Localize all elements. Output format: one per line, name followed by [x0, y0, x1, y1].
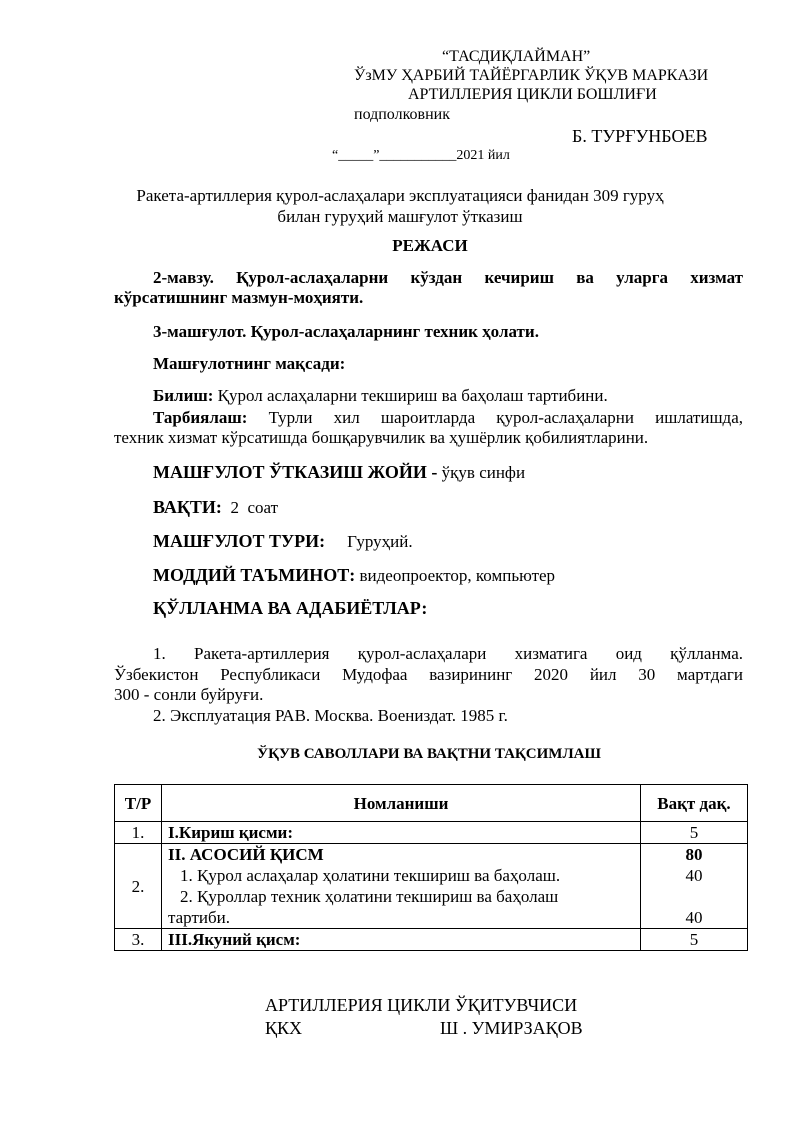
row-subitem-2-time: 40 [685, 908, 703, 927]
material-label: МОДДИЙ ТАЪМИНОТ: [153, 565, 356, 585]
row-time: 5 [641, 929, 748, 951]
plan-title: РЕЖАСИ [392, 236, 468, 255]
row-subitem-1-time: 40 [685, 866, 703, 885]
row-name-cell [162, 844, 641, 929]
approval-rank: подполковник [354, 106, 450, 123]
row-name: III.Якуний қисм: [162, 929, 641, 951]
signature-position: АРТИЛЛЕРИЯ ЦИКЛИ ЎҚИТУВЧИСИ [265, 995, 578, 1015]
row-subitem-2-spacer [647, 886, 741, 907]
literature-item-1-line-3: 300 - сонли буйруғи. [114, 685, 264, 704]
goal-upbringing-text-1: Турли хил шароитларда қурол-аслаҳаларни ишлатишда, [247, 408, 743, 427]
signature-name: Ш . УМИРЗАҚОВ [440, 1018, 583, 1038]
row-num: 2. [115, 844, 162, 929]
row-num: 3. [115, 929, 162, 951]
duration-value: 2 соат [221, 498, 279, 517]
row-time-cell [641, 844, 748, 929]
heading-line-1: Ракета-артиллерия қурол-аслаҳалари эксплуатацияси фанидан 309 гуруҳ [136, 186, 664, 205]
type-label: МАШҒУЛОТ ТУРИ: [153, 531, 326, 551]
approval-title: “ТАСДИҚЛАЙМАН” [442, 48, 591, 65]
row-subitem-2-line-1: 2. Қуроллар техник ҳолатини текшириш ва баҳолаш [180, 887, 559, 906]
table-row [115, 929, 748, 951]
approval-dept: АРТИЛЛЕРИЯ ЦИКЛИ БОШЛИҒИ [408, 86, 657, 103]
row-num: 1. [115, 822, 162, 844]
schedule-title: ЎҚУВ САВОЛЛАРИ ВА ВАҚТНИ ТАҚСИМЛАШ [257, 746, 601, 762]
place-value: ўқув синфи [437, 463, 526, 482]
literature-header: ҚЎЛЛАНМА ВА АДАБИЁТЛАР: [153, 598, 428, 618]
goal-upbringing [153, 407, 743, 428]
duration-line [153, 497, 278, 518]
type-line [153, 531, 413, 552]
literature-item-2: 2. Эксплуатация РАВ. Москва. Воениздат. 1985 г. [153, 706, 508, 725]
row-name: I.Кириш қисми: [162, 822, 641, 844]
row-name: II. АСОСИЙ ҚИСМ [168, 845, 324, 864]
approval-name: Б. ТУРҒУНБОЕВ [572, 126, 708, 146]
duration-label: ВАҚТИ: [153, 497, 222, 517]
goal-knowledge [153, 386, 608, 406]
schedule-table [114, 784, 748, 951]
row-time: 80 [685, 845, 703, 864]
heading-line-2: билан гуруҳий машғулот ўтказиш [277, 207, 523, 226]
place-line [153, 462, 525, 483]
goals-header: Машғулотнинг мақсади: [153, 354, 346, 373]
table-row [115, 844, 748, 929]
signature-rank: ҚКХ [265, 1018, 303, 1038]
goal-upbringing-label: Тарбиялаш: [153, 408, 248, 427]
row-subitem-1: 1. Қурол аслаҳалар ҳолатини текшириш ва баҳолаш. [180, 866, 561, 885]
approval-org: ЎзМУ ҲАРБИЙ ТАЙЁРГАРЛИК ЎҚУВ МАРКАЗИ [354, 67, 709, 84]
header-num: Т/Р [115, 785, 162, 822]
goal-knowledge-label: Билиш: [153, 386, 214, 405]
type-value: Гуруҳий. [347, 532, 413, 551]
header-name: Номланиши [162, 785, 641, 822]
row-subitem-2-line-2: тартиби. [168, 908, 230, 927]
goal-upbringing-text-2: техник хизмат кўрсатишда бошқарувчилик ва ҳушёрлик қобилиятларини. [114, 428, 649, 447]
lesson-title: 3-машғулот. Қурол-аслаҳаларнинг техник ҳолати. [153, 322, 539, 341]
table-header-row [115, 785, 748, 822]
header-time: Вақт дақ. [641, 785, 748, 822]
approval-date: “_____”___________2021 йил [332, 148, 510, 163]
literature-item-1-line-1: 1. Ракета-артиллерия қурол-аслаҳалари хизматига оид қўлланма. [153, 644, 743, 663]
goal-knowledge-text: Қурол аслаҳаларни текшириш ва баҳолаш тартибини. [213, 386, 608, 405]
topic-line-2: кўрсатишнинг мазмун-моҳияти. [114, 288, 364, 307]
material-value: видеопроектор, компьютер [355, 566, 556, 585]
row-time: 5 [641, 822, 748, 844]
material-line [153, 565, 555, 586]
place-label: МАШҒУЛОТ ЎТКАЗИШ ЖОЙИ - [153, 462, 438, 482]
table-row [115, 822, 748, 844]
literature-item-1-line-2: Ўзбекистон Республикаси Мудофаа вазирининг 2020 йил 30 мартдаги [114, 665, 743, 684]
topic-line-1: 2-мавзу. Қурол-аслаҳаларни кўздан кечириш ва уларга хизмат [153, 268, 743, 287]
